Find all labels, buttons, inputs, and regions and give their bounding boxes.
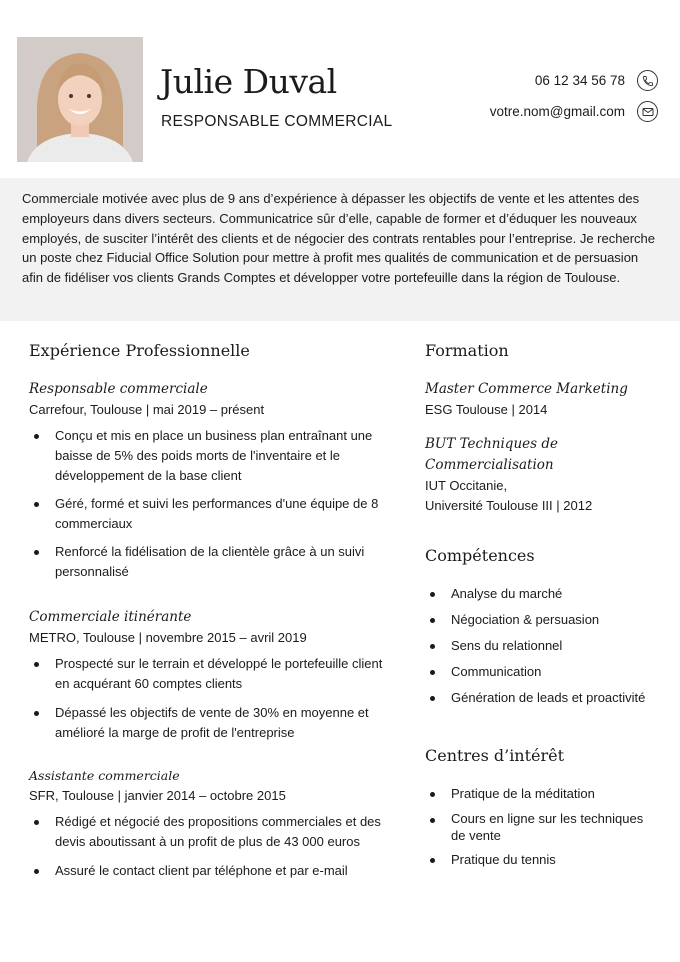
school-meta: ESG Toulouse | 2014 — [425, 402, 548, 417]
list-item: Géré, formé et suivi les performances d'une équipe de 8 commerciaux — [29, 494, 389, 534]
list-item: Négociation & persuasion — [425, 610, 665, 630]
summary-text: Commerciale motivée avec plus de 9 ans d’expérience à dépasser les objectifs de vente et les attentes des employeurs dans divers secteurs. Communicatrice sûr d’elle, capable de former et d’éduquer les nouveaux employés, de susciter l’intérêt des clients et de négocier des contrats rentables pour l’entreprise. Je recherche un poste chez Fiducial Office Solution pour mettre à profit mes qualités de communication et de persuasion afin de fidéliser vos clients Grands Comptes et développer votre portefeuille dans la région de Toulouse. — [22, 191, 655, 286]
degree-title: BUT Techniques de — [425, 436, 558, 452]
degree-title: Commercialisation — [425, 457, 554, 473]
phone-contact — [535, 70, 658, 91]
list-item: Analyse du marché — [425, 584, 665, 604]
job-meta: Carrefour, Toulouse | mai 2019 – présent — [29, 402, 265, 417]
skills-heading: Compétences — [425, 546, 535, 565]
profile-photo — [17, 37, 143, 162]
resume-header — [0, 0, 680, 178]
list-item: Assuré le contact client par téléphone et par e-mail — [29, 861, 394, 881]
phone-icon — [637, 70, 658, 91]
profile-summary — [0, 178, 680, 321]
interests-heading: Centres d’intérêt — [425, 746, 565, 765]
list-item: Pratique du tennis — [425, 850, 660, 870]
list-item: Communication — [425, 662, 665, 682]
school-meta: Université Toulouse III | 2012 — [425, 498, 593, 513]
job-bullets — [29, 654, 399, 743]
list-item: Cours en ligne sur les techniques de vente — [425, 810, 660, 844]
list-item: Prospecté sur le terrain et développé le portefeuille client en acquérant 60 comptes clients — [29, 654, 399, 694]
job-role: Responsable commerciale — [29, 381, 208, 397]
candidate-title: RESPONSABLE COMMERCIAL — [161, 113, 393, 130]
experience-heading: Expérience Professionnelle — [29, 341, 250, 360]
interests-list — [425, 784, 660, 870]
list-item: Génération de leads et proactivité — [425, 688, 665, 708]
phone-number: 06 12 34 56 78 — [534, 73, 625, 88]
email-address: votre.nom@gmail.com — [489, 104, 625, 119]
portrait-image — [17, 37, 143, 162]
skills-list — [425, 584, 665, 708]
list-item: Conçu et mis en place un business plan entraînant une baisse de 5% des poids morts de l'inventaire et le développement de la base client — [29, 426, 389, 486]
email-contact — [490, 101, 658, 122]
education-heading: Formation — [425, 341, 509, 360]
job-meta: SFR, Toulouse | janvier 2014 – octobre 2015 — [29, 788, 286, 803]
job-role: Assistante commerciale — [29, 768, 180, 783]
job-role: Commerciale itinérante — [29, 609, 192, 625]
list-item: Renforcé la fidélisation de la clientèle grâce à un suivi personnalisé — [29, 542, 389, 582]
job-bullets — [29, 426, 389, 582]
list-item: Pratique de la méditation — [425, 784, 660, 804]
list-item: Dépassé les objectifs de vente de 30% en moyenne et amélioré la marge de profit de l'entreprise — [29, 703, 399, 743]
mail-icon — [637, 101, 658, 122]
degree-title: Master Commerce Marketing — [425, 381, 628, 397]
school-meta: IUT Occitanie, — [425, 478, 508, 493]
list-item: Rédigé et négocié des propositions commerciales et des devis aboutissant à un profit de plus de 43 000 euros — [29, 812, 394, 852]
list-item: Sens du relationnel — [425, 636, 665, 656]
job-meta: METRO, Toulouse | novembre 2015 – avril 2019 — [29, 630, 307, 645]
candidate-name: Julie Duval — [160, 62, 337, 101]
job-bullets — [29, 812, 394, 881]
